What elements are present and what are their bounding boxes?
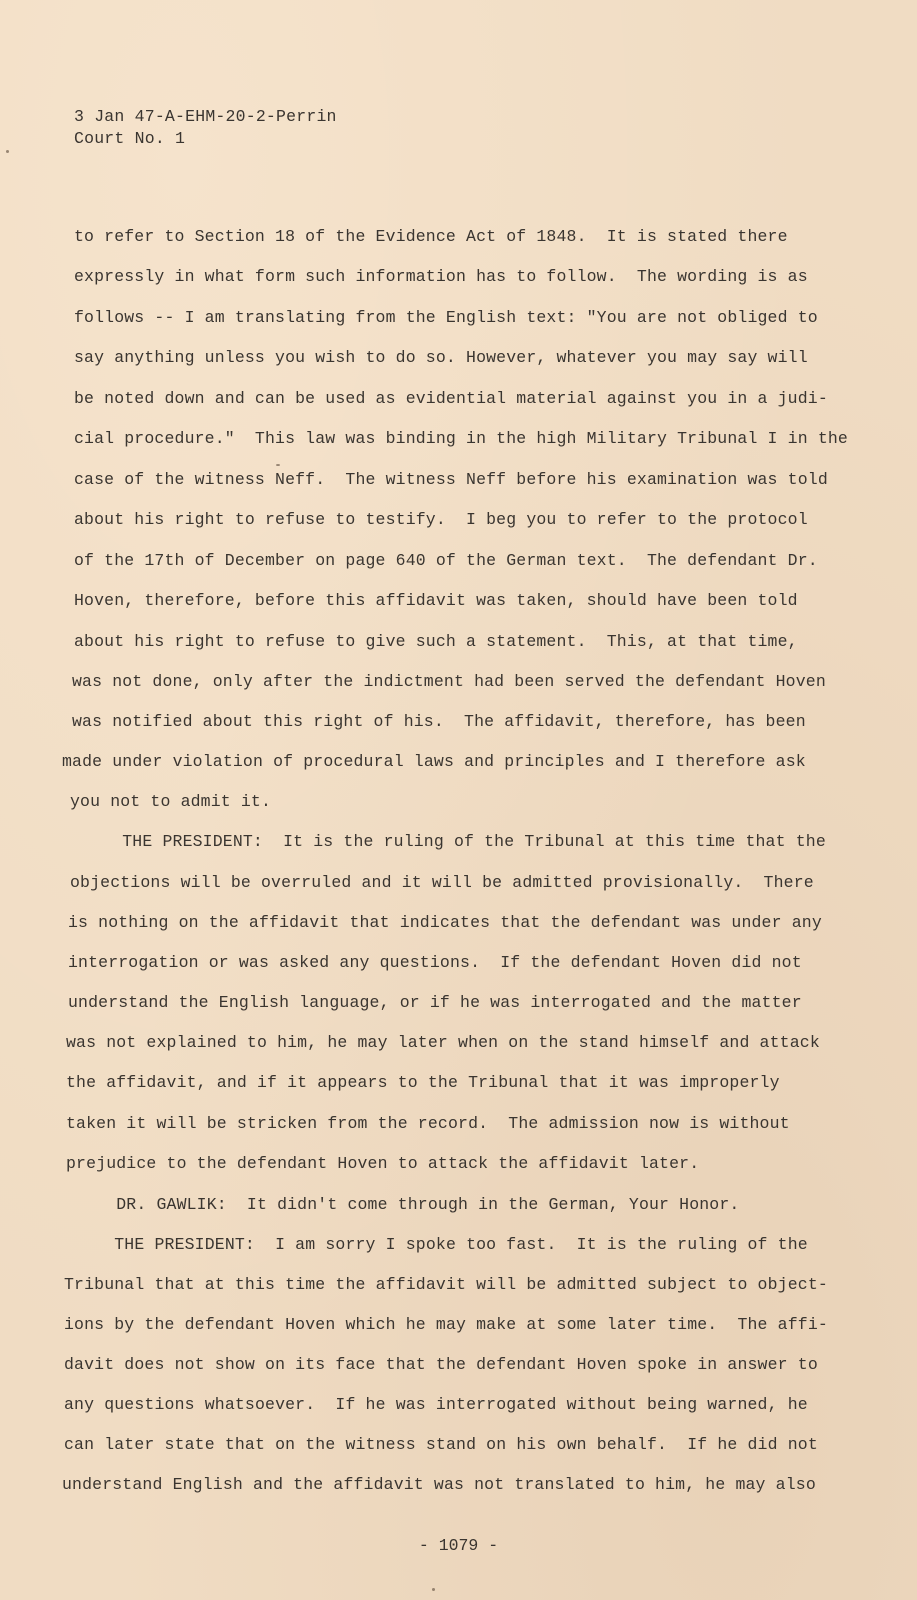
transcript-line: taken it will be stricken from the record. The admission now is without: [66, 1114, 790, 1133]
paper-speck: [432, 1588, 435, 1591]
transcript-line: any questions whatsoever. If he was interrogated without being warned, he: [64, 1395, 808, 1414]
transcript-line: DR. GAWLIK: It didn't come through in the German, Your Honor.: [66, 1195, 740, 1214]
transcript-line: objections will be overruled and it will be admitted provisionally. There: [70, 873, 814, 892]
transcript-line: you not to admit it.: [70, 792, 272, 811]
transcript-line: was not done, only after the indictment had been served the defendant Hoven: [72, 672, 826, 691]
header-court: Court No. 1: [74, 129, 186, 148]
transcript-line: to refer to Section 18 of the Evidence Act of 1848. It is stated there: [74, 227, 788, 246]
transcript-line: THE PRESIDENT: I am sorry I spoke too fast. It is the ruling of the: [64, 1235, 808, 1254]
paper-speck: [276, 464, 280, 466]
transcript-line: the affidavit, and if it appears to the Tribunal that it was improperly: [66, 1073, 780, 1092]
transcript-line: Hoven, therefore, before this affidavit was taken, should have been told: [74, 591, 798, 610]
transcript-line: is nothing on the affidavit that indicates that the defendant was under any: [68, 913, 822, 932]
transcript-line: made under violation of procedural laws and principles and I therefore ask: [62, 752, 806, 771]
transcript-line: say anything unless you wish to do so. However, whatever you may say will: [74, 348, 808, 367]
transcript-line: ions by the defendant Hoven which he may make at some later time. The affi-: [64, 1315, 828, 1334]
header-reference: 3 Jan 47-A-EHM-20-2-Perrin: [74, 107, 337, 126]
transcript-line: be noted down and can be used as evidential material against you in a judi-: [74, 389, 828, 408]
transcript-line: davit does not show on its face that the defendant Hoven spoke in answer to: [64, 1355, 818, 1374]
transcript-line: interrogation or was asked any questions. If the defendant Hoven did not: [68, 953, 802, 972]
transcript-line: cial procedure." This law was binding in the high Military Tribunal I in the: [74, 429, 848, 448]
paper-speck: [6, 150, 9, 153]
transcript-line: THE PRESIDENT: It is the ruling of the Tribunal at this time that the: [72, 832, 826, 851]
transcript-line: case of the witness Neff. The witness Neff before his examination was told: [74, 470, 828, 489]
page-number: - 1079 -: [418, 1536, 499, 1555]
transcript-line: understand the English language, or if he was interrogated and the matter: [68, 993, 802, 1012]
transcript-line: expressly in what form such information has to follow. The wording is as: [74, 267, 808, 286]
transcript-line: prejudice to the defendant Hoven to attack the affidavit later.: [66, 1154, 700, 1173]
transcript-line: understand English and the affidavit was not translated to him, he may also: [62, 1475, 816, 1494]
document-header: [74, 106, 337, 150]
transcript-line: follows -- I am translating from the English text: "You are not obliged to: [74, 308, 818, 327]
transcript-line: of the 17th of December on page 640 of the German text. The defendant Dr.: [74, 551, 818, 570]
transcript-line: can later state that on the witness stand on his own behalf. If he did not: [64, 1435, 818, 1454]
transcript-line: about his right to refuse to testify. I beg you to refer to the protocol: [74, 510, 808, 529]
transcript-line: Tribunal that at this time the affidavit will be admitted subject to object-: [64, 1275, 828, 1294]
transcript-line: about his right to refuse to give such a statement. This, at that time,: [74, 632, 798, 651]
transcript-line: was not explained to him, he may later when on the stand himself and attack: [66, 1033, 820, 1052]
transcript-line: was notified about this right of his. The affidavit, therefore, has been: [72, 712, 806, 731]
